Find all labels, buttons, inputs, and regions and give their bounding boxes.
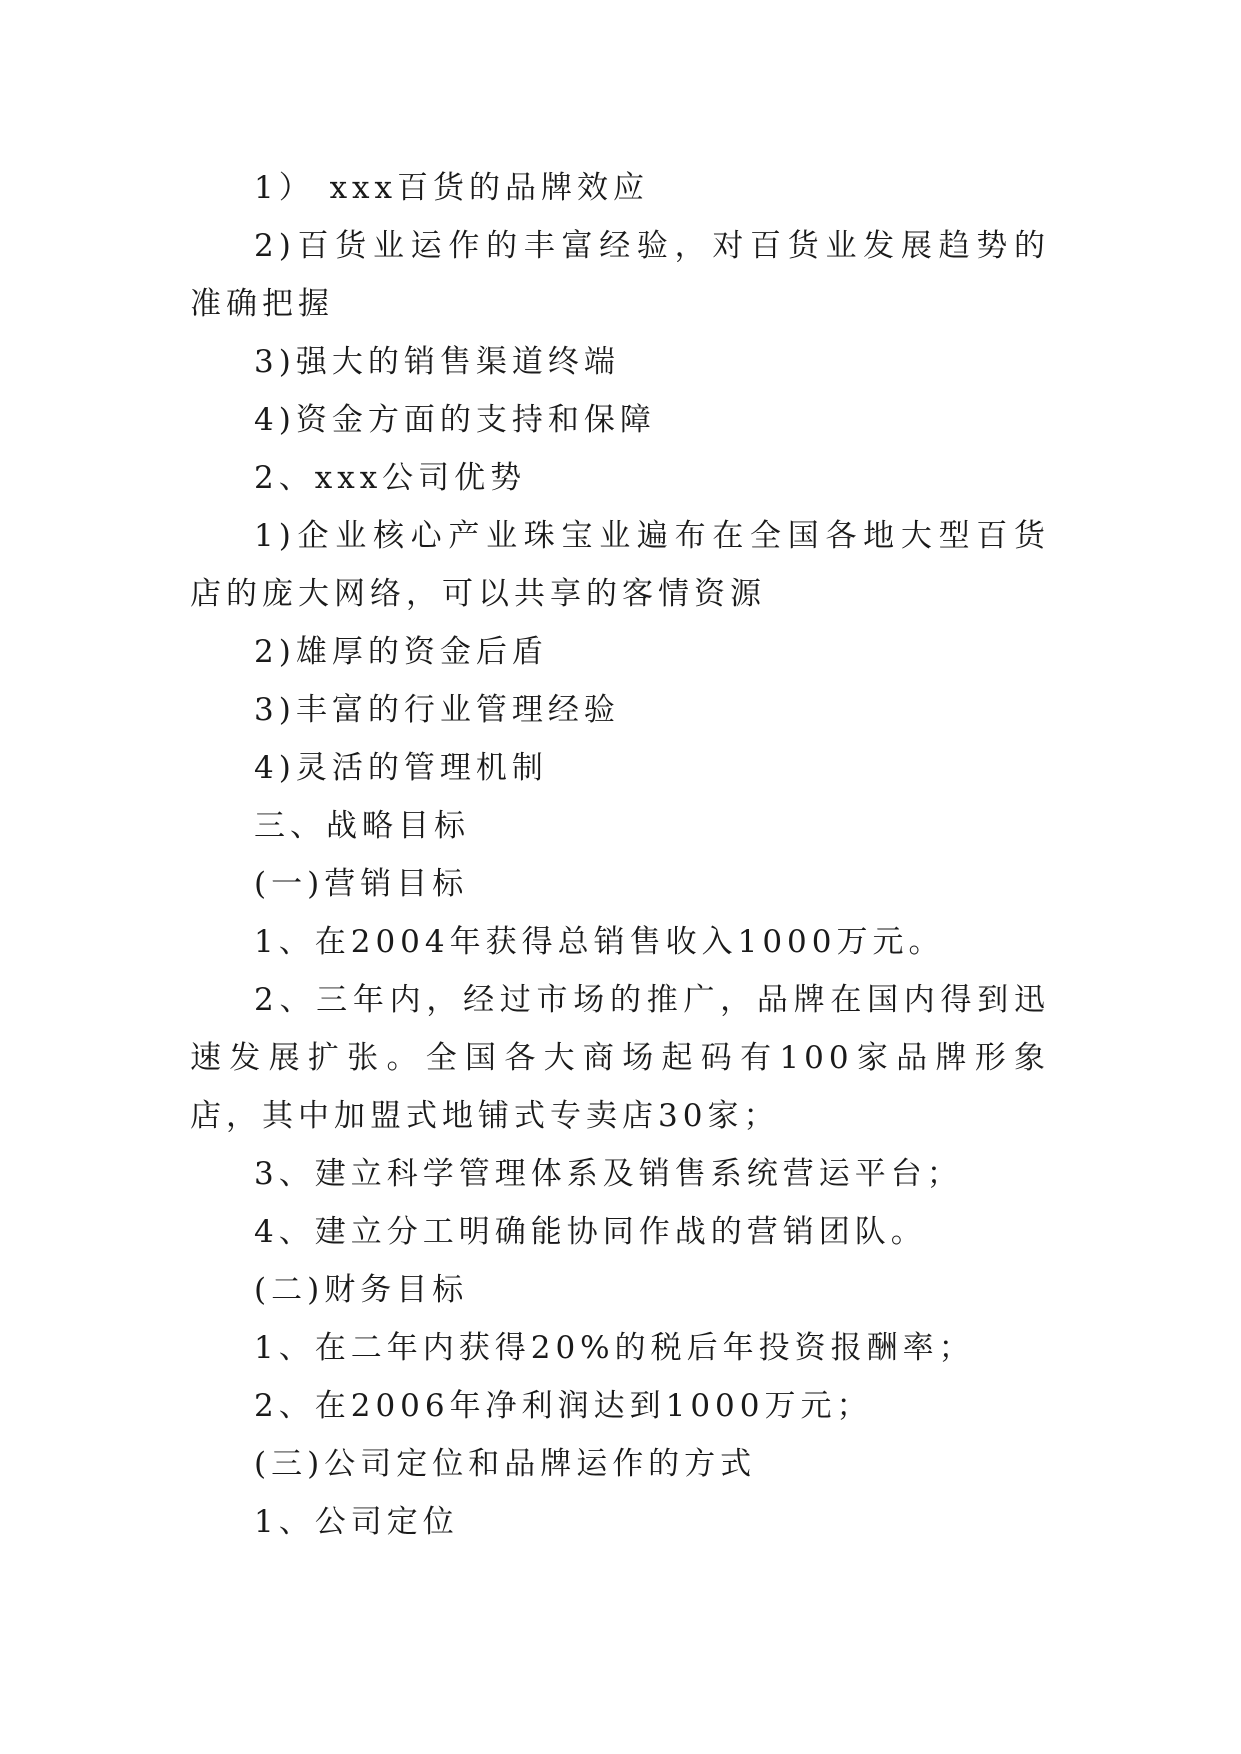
- paragraph-management-mechanism: 4)灵活的管理机制: [254, 750, 548, 786]
- document-body: [190, 159, 1050, 1551]
- heading-strategic-goals: 三、战略目标: [254, 808, 470, 844]
- paragraph-funding-support: 4)资金方面的支持和保障: [254, 402, 656, 438]
- heading-company-advantage: 2、xxx公司优势: [254, 460, 527, 496]
- paragraph-funding-backing: 2)雄厚的资金后盾: [254, 634, 548, 670]
- heading-positioning-brand-operation: (三)公司定位和品牌运作的方式: [254, 1446, 757, 1482]
- paragraph-management-system-goal: 3、建立科学管理体系及销售系统营运平台；: [254, 1156, 963, 1192]
- paragraph-net-profit-goal: 2、在2006年净利润达到1000万元；: [254, 1388, 873, 1424]
- paragraph-brand-expansion-goal: 2、三年内，经过市场的推广，品牌在国内得到迅速发展扩张。全国各大商场起码有100家品牌形象店，其中加盟式地铺式专卖店30家；: [190, 982, 1050, 1134]
- heading-company-positioning: 1、公司定位: [254, 1504, 459, 1540]
- paragraph-jewelry-network: 1)企业核心产业珠宝业遍布在全国各地大型百货店的庞大网络，可以共享的客情资源: [190, 518, 1050, 612]
- paragraph-return-rate-goal: 1、在二年内获得20%的税后年投资报酬率；: [254, 1330, 975, 1366]
- paragraph-management-experience: 3)丰富的行业管理经验: [254, 692, 620, 728]
- paragraph-sales-channel: 3)强大的销售渠道终端: [254, 344, 620, 380]
- paragraph-brand-effect: 1） xxx百货的品牌效应: [254, 170, 650, 206]
- heading-marketing-goals: (一)营销目标: [254, 866, 469, 902]
- paragraph-operation-experience: 2)百货业运作的丰富经验，对百货业发展趋势的准确把握: [190, 228, 1050, 322]
- paragraph-marketing-team-goal: 4、建立分工明确能协同作战的营销团队。: [254, 1214, 927, 1250]
- paragraph-sales-revenue-goal: 1、在2004年获得总销售收入1000万元。: [254, 924, 945, 960]
- heading-financial-goals: (二)财务目标: [254, 1272, 469, 1308]
